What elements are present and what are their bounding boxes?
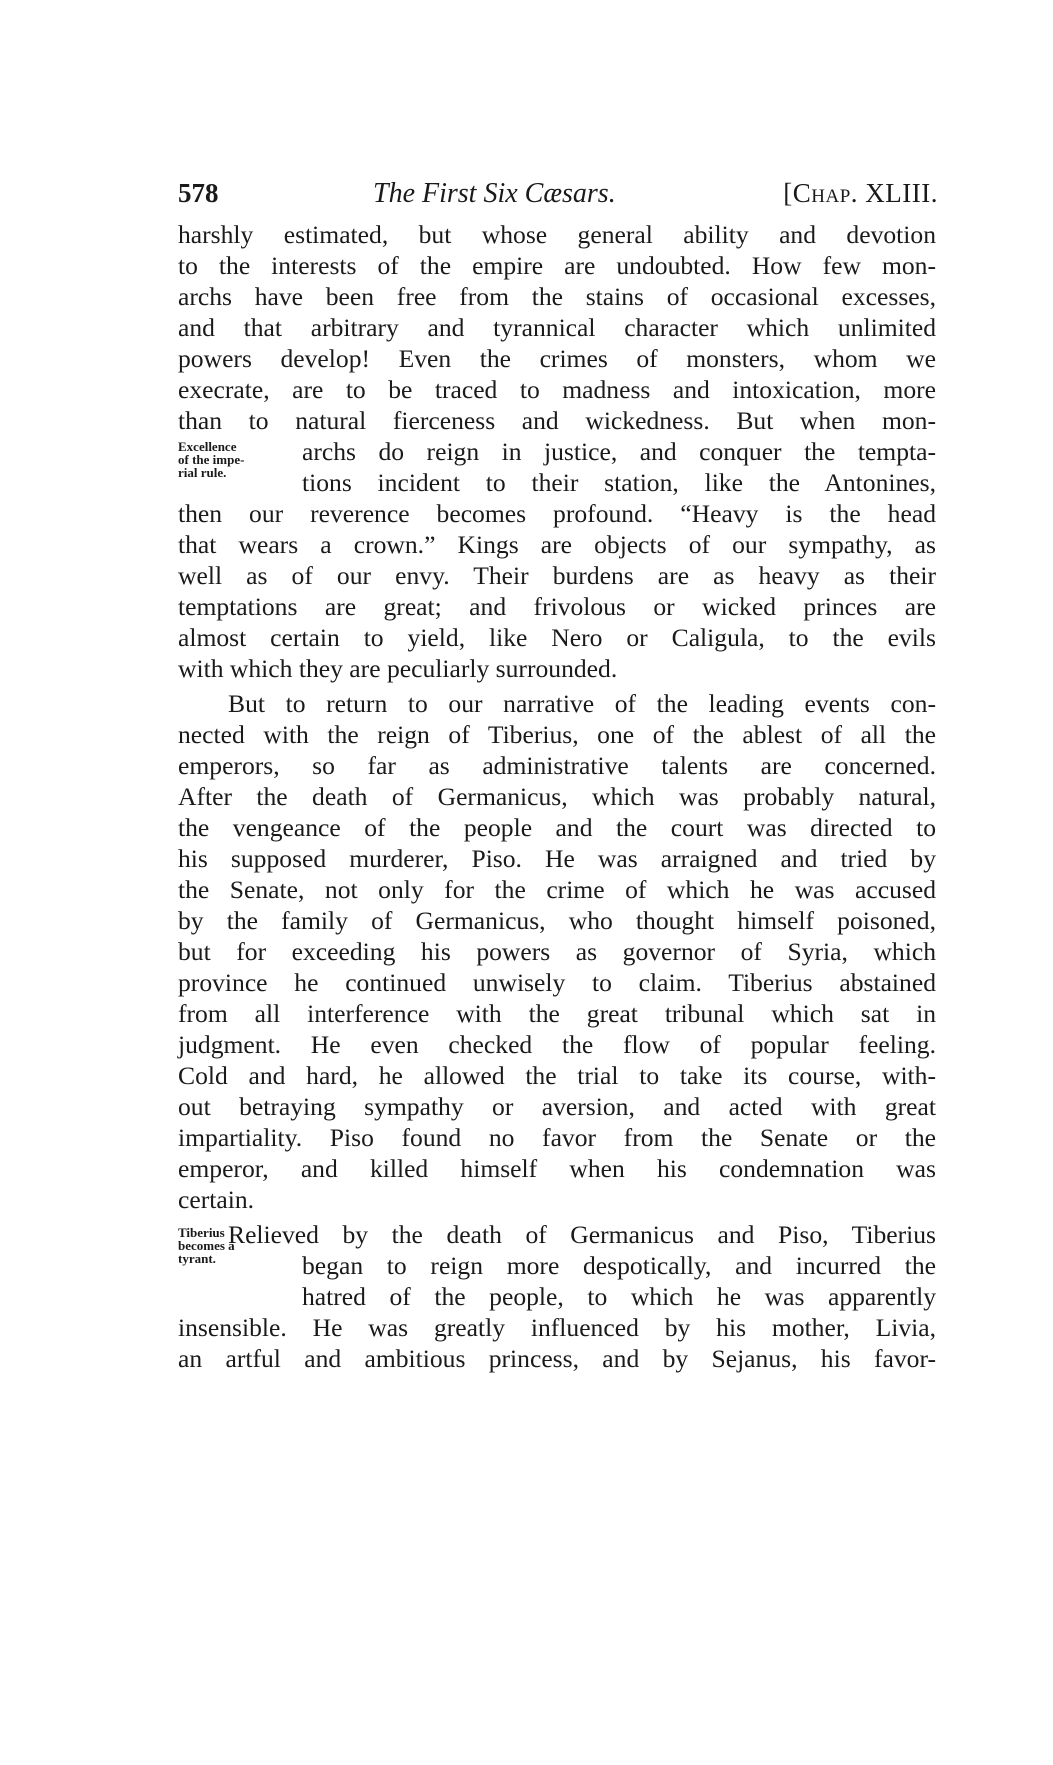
chapter-label: [Chap. XLIII. bbox=[783, 178, 938, 208]
text-line: archs do reign in justice, and conquer the tempta- bbox=[302, 437, 936, 466]
text-line: than to natural fierceness and wickedness. But when mon- bbox=[178, 406, 936, 435]
text-line: harshly estimated, but whose general ability and devotion bbox=[178, 220, 936, 249]
text-line: emperors, so far as administrative talents are concerned. bbox=[178, 751, 936, 780]
text-line: certain. bbox=[178, 1185, 255, 1214]
text-line: archs have been free from the stains of occasional excesses, bbox=[178, 282, 936, 311]
running-title: The First Six Cæsars. bbox=[373, 178, 616, 209]
text-line: powers develop! Even the crimes of monsters, whom we bbox=[178, 344, 936, 373]
text-line: nected with the reign of Tiberius, one of the ablest of all the bbox=[178, 720, 936, 749]
text-line: but for exceeding his powers as governor of Syria, which bbox=[178, 937, 936, 966]
text-line: the Senate, not only for the crime of which he was accused bbox=[178, 875, 936, 904]
text-line: with which they are peculiarly surrounded. bbox=[178, 654, 618, 683]
sidenote-excellence: Excellence of the impe- rial rule. bbox=[178, 439, 245, 480]
text-line: emperor, and killed himself when his condemnation was bbox=[178, 1154, 936, 1183]
text-line: hatred of the people, to which he was apparently bbox=[302, 1282, 936, 1311]
text-line: temptations are great; and frivolous or wicked princes are bbox=[178, 592, 936, 621]
text-line: Relieved by the death of Germanicus and Piso, Tiberius bbox=[228, 1220, 936, 1249]
page-number: 578 bbox=[178, 178, 219, 208]
text-line: execrate, are to be traced to madness and intoxication, more bbox=[178, 375, 936, 404]
text-line: began to reign more despotically, and incurred the bbox=[302, 1251, 936, 1280]
text-line: and that arbitrary and tyrannical character which unlimited bbox=[178, 313, 936, 342]
text-line: by the family of Germanicus, who thought himself poisoned, bbox=[178, 906, 936, 935]
text-line: his supposed murderer, Piso. He was arraigned and tried by bbox=[178, 844, 936, 873]
text-line: almost certain to yield, like Nero or Caligula, to the evils bbox=[178, 623, 936, 652]
text-line: to the interests of the empire are undoubted. How few mon- bbox=[178, 251, 936, 280]
text-line: the vengeance of the people and the court was directed to bbox=[178, 813, 936, 842]
text-line: well as of our envy. Their burdens are as heavy as their bbox=[178, 561, 936, 590]
text-line: impartiality. Piso found no favor from the Senate or the bbox=[178, 1123, 936, 1152]
page-header bbox=[178, 178, 938, 218]
text-line: insensible. He was greatly influenced by his mother, Livia, bbox=[178, 1313, 936, 1342]
sidenote-tiberius: Tiberius becomes a tyrant. bbox=[178, 1225, 235, 1266]
text-line: judgment. He even checked the flow of popular feeling. bbox=[178, 1030, 936, 1059]
text-line: out betraying sympathy or aversion, and acted with great bbox=[178, 1092, 936, 1121]
text-line: tions incident to their station, like the Antonines, bbox=[302, 468, 936, 497]
text-line: province he continued unwisely to claim. Tiberius abstained bbox=[178, 968, 936, 997]
text-line: Cold and hard, he allowed the trial to take its course, with- bbox=[178, 1061, 936, 1090]
text-line: then our reverence becomes profound. “Heavy is the head bbox=[178, 499, 936, 528]
text-line: After the death of Germanicus, which was probably natural, bbox=[178, 782, 936, 811]
text-line: But to return to our narrative of the leading events con- bbox=[228, 689, 936, 718]
text-line: that wears a crown.” Kings are objects of our sympathy, as bbox=[178, 530, 936, 559]
text-line: an artful and ambitious princess, and by Sejanus, his favor- bbox=[178, 1344, 936, 1373]
text-line: from all interference with the great tribunal which sat in bbox=[178, 999, 936, 1028]
